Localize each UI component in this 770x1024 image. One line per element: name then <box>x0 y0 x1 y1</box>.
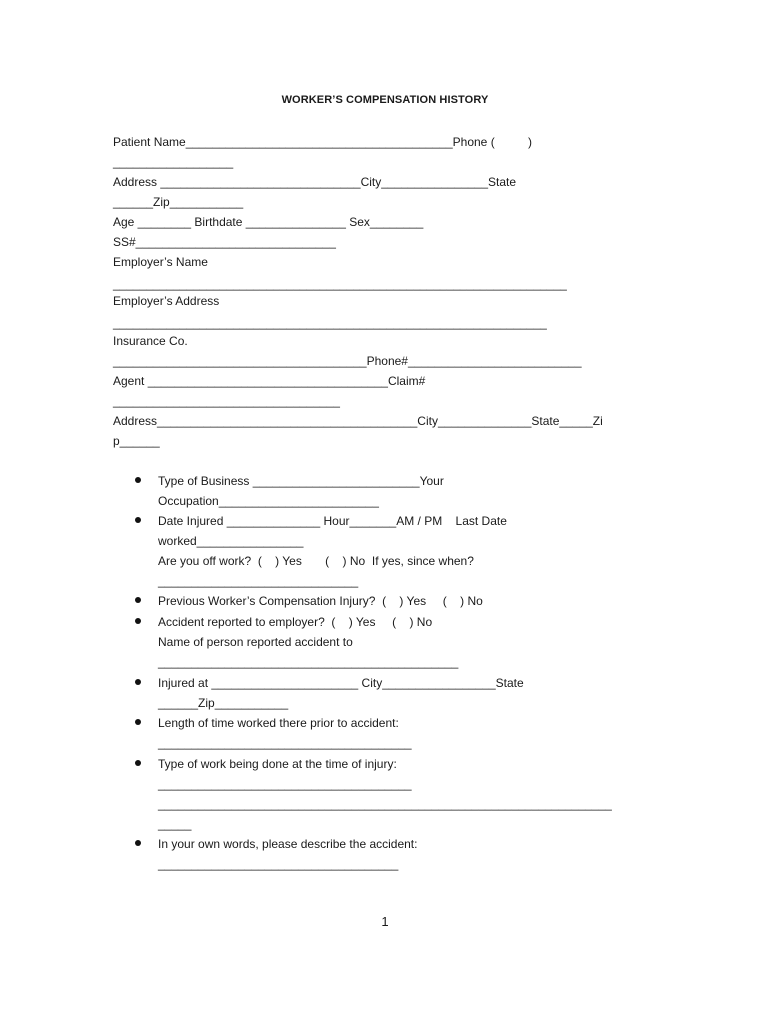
patient-name-phone-line: Patient Name________________________________________Phone ( ) <box>113 135 533 149</box>
insurance-zip-line: p______ <box>113 434 160 448</box>
phone-number-line: __________________ <box>113 155 234 169</box>
bullet-icon <box>135 477 141 483</box>
bullet-icon <box>135 840 141 846</box>
injured-at-line: Injured at ______________________ City_________________State <box>158 676 524 690</box>
reported-to-line: _____________________________________________ <box>158 655 459 669</box>
employer-name-label: Employer’s Name <box>113 255 208 269</box>
employer-address-label: Employer’s Address <box>113 294 220 308</box>
page-number: 1 <box>381 914 389 929</box>
employer-address-line: _________________________________________________________________ <box>113 316 547 330</box>
date-injured-line: Date Injured ______________ Hour_______AM / PM Last Date <box>158 514 507 528</box>
agent-claim-line: Agent ____________________________________Claim# <box>113 374 426 388</box>
bullet-icon <box>135 679 141 685</box>
address-city-state-line: Address ______________________________City________________State <box>113 175 517 189</box>
reported-to-label: Name of person reported accident to <box>158 635 353 649</box>
work-type-line-2: ____________________________________________________________________ <box>158 797 612 811</box>
work-type-label: Type of work being done at the time of injury: <box>158 757 397 771</box>
last-date-worked-line: worked________________ <box>158 534 304 548</box>
describe-accident-label: In your own words, please describe the accident: <box>158 837 418 851</box>
insurance-address-line: Address_______________________________________City______________State_____Zi <box>113 414 603 428</box>
time-worked-label: Length of time worked there prior to accident: <box>158 716 399 730</box>
claim-number-line: __________________________________ <box>113 394 340 408</box>
bullet-icon <box>135 760 141 766</box>
work-type-line-3: _____ <box>158 817 192 831</box>
accident-reported-question: Accident reported to employer? ( ) Yes ( ) No <box>158 615 433 629</box>
business-type-line: Type of Business _________________________Your <box>158 474 444 488</box>
zip-line: ______Zip___________ <box>113 195 244 209</box>
bullet-icon <box>135 517 141 523</box>
bullet-icon <box>135 618 141 624</box>
off-work-question: Are you off work? ( ) Yes ( ) No If yes, since when? <box>158 554 474 568</box>
age-birthdate-sex-line: Age ________ Birthdate _______________ Sex________ <box>113 215 424 229</box>
form-title: WORKER’S COMPENSATION HISTORY <box>281 94 489 106</box>
bullet-icon <box>135 597 141 603</box>
off-work-since-line: ______________________________ <box>158 574 359 588</box>
previous-injury-question: Previous Worker’s Compensation Injury? ( ) Yes ( ) No <box>158 594 483 608</box>
injured-at-zip-line: ______Zip___________ <box>158 696 289 710</box>
bullet-icon <box>135 719 141 725</box>
describe-accident-line: ____________________________________ <box>158 857 399 871</box>
ssn-line: SS#______________________________ <box>113 235 336 249</box>
work-type-line-1: ______________________________________ <box>158 777 412 791</box>
occupation-line: Occupation________________________ <box>158 494 379 508</box>
employer-name-line: ____________________________________________________________________ <box>113 277 567 291</box>
insurance-company-label: Insurance Co. <box>113 334 188 348</box>
time-worked-line: ______________________________________ <box>158 736 412 750</box>
insurance-phone-line: ______________________________________Phone#__________________________ <box>113 354 582 368</box>
